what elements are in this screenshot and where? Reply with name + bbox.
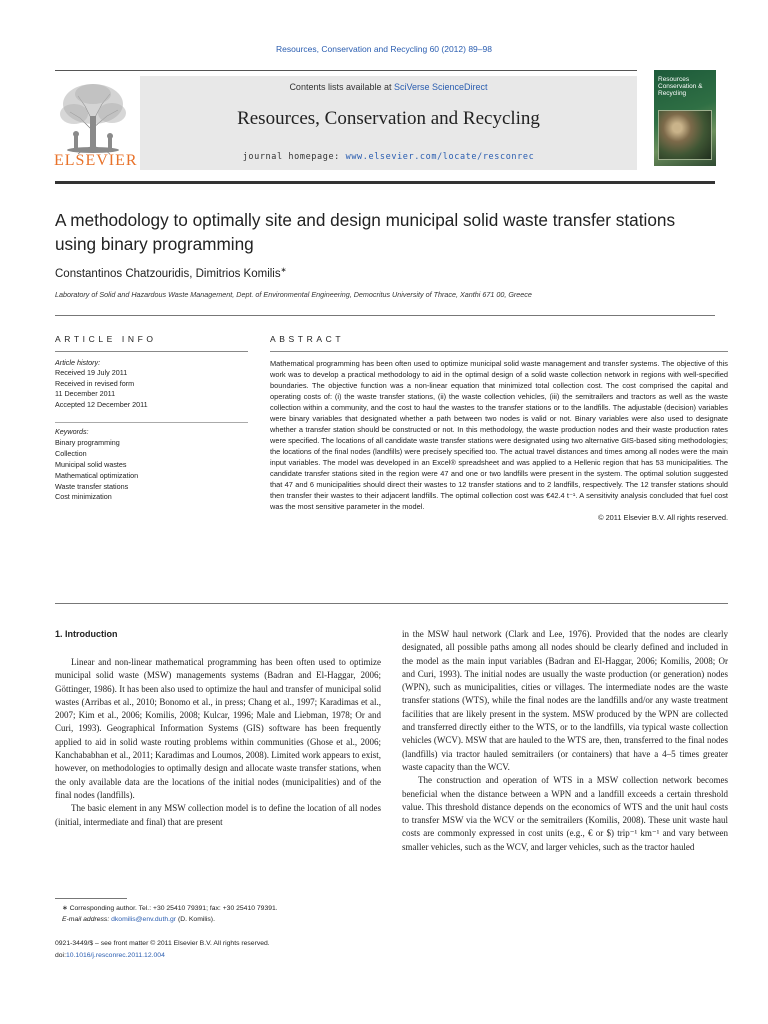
sciencedirect-link[interactable]: SciVerse ScienceDirect: [394, 82, 488, 92]
article-info-heading: ARTICLE INFO: [55, 334, 157, 344]
article-title: A methodology to optimally site and design municipal solid waste transfer stations using binary programming: [55, 210, 676, 254]
keyword-item: Cost minimization: [55, 492, 112, 502]
issn-line: 0921-3449/$ – see front matter © 2011 Elsevier B.V. All rights reserved.: [55, 940, 270, 947]
journal-citation[interactable]: Resources, Conservation and Recycling 60 (2012) 89–98: [276, 44, 492, 54]
keywords-list: [55, 427, 250, 503]
footnote-corresponding-text: Corresponding author. Tel.: +30 25410 79391; fax: +30 25410 79391.: [69, 905, 278, 912]
section-heading-introduction: 1. Introduction: [55, 629, 118, 639]
keywords-divider: [55, 422, 248, 423]
body-column-right: [402, 628, 728, 854]
cover-image: [658, 110, 712, 160]
abstract-divider: [270, 351, 728, 352]
email-suffix: (D. Komilis).: [176, 915, 215, 923]
doi-prefix: doi:: [55, 951, 66, 959]
history-label: Article history:: [55, 358, 101, 367]
email-link[interactable]: dkomilis@env.duth.gr: [111, 915, 177, 923]
homepage-prefix: journal homepage:: [242, 152, 346, 162]
doi-line: [55, 950, 385, 962]
body-paragraph: in the MSW haul network (Clark and Lee, 1976). Provided that the nodes are clearly designated, all possible paths among all nodes should be clearly defined and included in the model as the main input variables (Badran and El-Haggar, 2006; Komilis, 2008; Or and Curi, 1993). The initial nodes are usually the waste production (or generation) nodes (WPN), such as municipalities, cities or villages. The intermediate nodes are the waste transfer stations (WTS), while the final nodes are the landfills and/or any waste treatment facilities that are likely present in the system. MSW produced by the WPN are collected and transferred directly either to the WTS, or to the landfills, via typical waste collection vehicles (WCV). MSW that are hauled to the WTS are, then, transferred to the final nodes (landfills) via tractor hauled semitrailers (or containers) that have a 4–5 times greater waste capacity than the WCV.: [402, 629, 728, 772]
cover-title: Resources Conservation & Recycling: [658, 76, 703, 97]
abstract-body: [270, 358, 728, 523]
masthead-divider: [55, 181, 715, 184]
contents-prefix: Contents lists available at: [289, 82, 394, 92]
article-history: [55, 358, 250, 410]
footnote-mark: ∗: [62, 905, 68, 912]
body-paragraph: The basic element in any MSW collection model is to define the location of all nodes (initial, intermediate and final) that are present: [55, 803, 381, 827]
keyword-item: Waste transfer stations: [55, 481, 129, 491]
author-list: [55, 266, 715, 280]
journal-title: Resources, Conservation and Recycling: [237, 108, 540, 129]
history-item: Received 19 July 2011: [55, 368, 128, 378]
footnote-corresponding: [62, 904, 381, 915]
journal-homepage: [140, 152, 637, 162]
history-item: 11 December 2011: [55, 389, 116, 399]
abstract-text: Mathematical programming has been often used to optimize municipal solid waste management and transfer systems. The objective of this work was to develop a practical methodology to aid in the optimal design of a solid waste collection network in regions with well-specified boundaries. The objective function was a non-linear equation that minimized total collection cost. The cost comprised the capital and operating costs of: (i) the waste transfer stations, (ii) the waste collection vehicles, (iii) the semitrailers and tractors as well as the waste collection within a community, and the cost to haul the wastes to the transfer stations or to the landfills. The adjustable (decision) variables were binary variables that designated whether a path between two nodes is valid or not. Binary variables were also used to designate whether a transfer station should be constructed or not. In this methodology, the waste production nodes and their waste production rates were specified. The locations of all candidate waste transfer stations were designated using two alternative GIS-based siting methodologies; the locations of the final nodes (landfills) were precisely specified too. The actual travel distances and times among all nodes were the main input variables. The model was developed in an Excel® spreadsheet and was applied to a Hellenic region that has 53 municipalities. The candidate transfer stations sited in the region were 47 and one or two landfills were present in the system. The optimal solution suggested that 47 and 6 municipalities should direct their wastes to 12 transfer stations and to 2 landfills, respectively. The 12 transfer stations should then transfer their wastes to their adjacent landfills. The optimal collection cost was €42.4 t⁻¹. A sensitivity analysis concluded that fuel cost was the most sensitive parameter in the model.: [270, 359, 728, 511]
history-item: Accepted 12 December 2011: [55, 399, 148, 409]
journal-cover-thumbnail[interactable]: [654, 70, 716, 166]
affiliation-divider: [55, 315, 715, 316]
keyword-item: Collection: [55, 448, 87, 458]
body-column-left: [55, 656, 381, 829]
abstract-end-divider: [55, 603, 728, 604]
keywords-label: Keywords:: [55, 427, 89, 436]
history-item: Received in revised form: [55, 378, 135, 388]
footnote: [55, 904, 381, 925]
body-paragraph: The construction and operation of WTS in a MSW collection network becomes beneficial when the distance between a WPN and a landfill exceeds a certain threshold value. This threshold distance depends on the economics of WTS and the unit haul costs to transfer MSW via the WCV or the semitrailers (Komilis, 2008). These unit waste haul costs are commonly expressed in cost units (e.g., € or $) trip⁻¹ km⁻¹ and vary between smaller vehicles, such as the WCV, and larger vehicles, such as the tractor hauled: [402, 775, 728, 852]
publisher-logo-text[interactable]: ELSEVIER: [54, 152, 138, 169]
abstract-heading: ABSTRACT: [270, 334, 345, 344]
author-affiliation: Laboratory of Solid and Hazardous Waste Management, Dept. of Environmental Engineering, Democritus University of Thrace, Xanthi 671 00, Greece: [55, 290, 532, 299]
footnote-email: [62, 915, 381, 926]
corresponding-author-mark[interactable]: ∗: [280, 267, 287, 274]
footnote-divider: [55, 898, 127, 899]
front-matter: [55, 938, 385, 961]
doi-link[interactable]: 10.1016/j.resconrec.2011.12.004: [65, 951, 165, 959]
header-divider: [55, 70, 637, 71]
body-paragraph: Linear and non-linear mathematical programming has been often used to optimize municipal solid waste (MSW) managements systems (Badran and El-Haggar, 2006; Göttinger, 1986). It has been also used to optimize the haul and transfer of municipal solid wastes (Arribas et al., 2010; Bonomo et al., in press; Chang et al., 1997; Karadimas et al., 2007; Kim et al., 2006; Komilis, 2008; Kulcar, 1996; Male and Liebman, 1978; Or and Curi, 1993). Geographical Information Systems (GIS) software has been frequently applied to aid in solid waste routing problems within communities (Ghose et al., 2006; Kanchababhan et al., 2011; Karadimas and Loumos, 2008). Limited work appears to exist, however, on methodologies to optimally design and allocate waste transfer stations, when the only available data are the locations of the initial nodes (municipalities) and of the final nodes (landfills).: [55, 657, 381, 800]
copyright-notice: © 2011 Elsevier B.V. All rights reserved.: [598, 513, 728, 522]
keyword-item: Municipal solid wastes: [55, 459, 127, 469]
contents-availability: [140, 82, 637, 92]
email-label: E-mail address:: [62, 915, 112, 923]
keyword-item: Binary programming: [55, 437, 120, 447]
homepage-link[interactable]: www.elsevier.com/locate/resconrec: [345, 152, 535, 162]
authors-names[interactable]: Constantinos Chatzouridis, Dimitrios Komilis: [55, 267, 281, 280]
journal-masthead: [140, 76, 637, 170]
keyword-item: Mathematical optimization: [55, 470, 139, 480]
article-info-divider: [55, 351, 248, 352]
